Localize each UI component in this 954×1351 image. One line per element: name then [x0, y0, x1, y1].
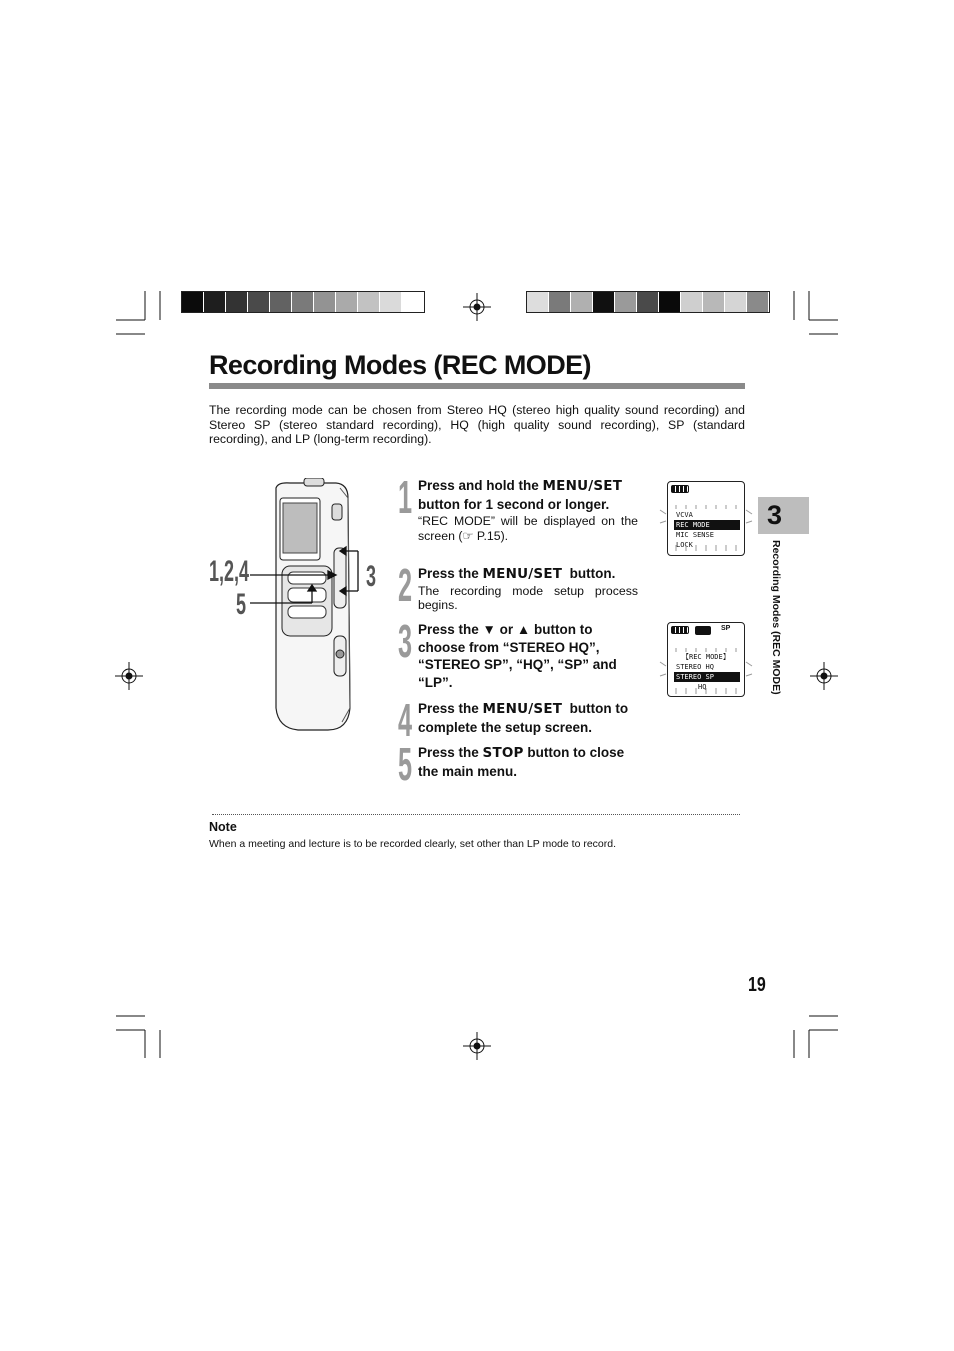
- color-swatch: [681, 292, 703, 312]
- stereo-icon: [695, 626, 711, 635]
- registration-mark-bottom: [462, 1031, 492, 1061]
- step-4-instruction: Press the MENU/SET button to complete the setup screen.: [418, 701, 632, 735]
- color-bar-right: [526, 291, 770, 313]
- color-swatch: [226, 292, 248, 312]
- registration-mark-right: [809, 661, 839, 691]
- lcd-mode-indicator: SP: [721, 625, 731, 632]
- color-swatch: [615, 292, 637, 312]
- lcd-line-lock: LOCK: [676, 541, 693, 549]
- callout-label-left-bottom: 5: [236, 588, 247, 621]
- callout-label-left-top: 1,2,4: [209, 555, 250, 588]
- chapter-number: 3: [767, 500, 783, 530]
- battery-icon: [671, 626, 689, 634]
- step-number-3: 3: [398, 615, 413, 667]
- lcd-line-stereo-hq: STEREO HQ: [676, 663, 714, 671]
- note-separator: [212, 814, 740, 815]
- color-swatch: [549, 292, 571, 312]
- registration-mark-top: [462, 292, 492, 322]
- lcd1-segment-ticks: [656, 505, 756, 555]
- page-number: 19: [748, 974, 766, 996]
- chapter-tab: [758, 497, 809, 534]
- step-2: [418, 565, 638, 613]
- color-bar-left: [181, 291, 425, 313]
- side-running-head: Recording Modes (REC MODE): [770, 540, 782, 695]
- color-swatch: [593, 292, 615, 312]
- lcd-line-header: 【REC MODE】: [682, 653, 730, 661]
- color-swatch: [336, 292, 358, 312]
- color-swatch: [725, 292, 747, 312]
- color-swatch: [703, 292, 725, 312]
- step-1-detail: “REC MODE” will be displayed on the screen (☞ P.15).: [418, 514, 638, 543]
- step-2-detail: The recording mode setup process begins.: [418, 583, 638, 612]
- color-swatch: [358, 292, 380, 312]
- color-swatch: [380, 292, 402, 312]
- stop-button-name: STOP: [482, 745, 524, 761]
- menu-set-button-name: MENU/SET: [482, 701, 563, 717]
- step-1: [418, 477, 638, 543]
- lcd2-segment-ticks: [656, 648, 756, 698]
- lcd-line-mic-sense: MIC SENSE: [676, 531, 714, 539]
- menu-set-button-name: MENU/SET: [542, 478, 623, 494]
- color-swatch: [314, 292, 336, 312]
- step-3-instruction: Press the ▼ or ▲ button to choose from “STEREO HQ”, “STEREO SP”, “HQ”, “SP” and “LP”.: [418, 622, 617, 690]
- step-1-instruction: Press and hold the MENU/SET button for 1 second or longer.: [418, 478, 623, 512]
- color-swatch: [659, 292, 681, 312]
- step-number-2: 2: [398, 559, 413, 611]
- intro-paragraph: The recording mode can be chosen from Stereo HQ (stereo high quality sound recording) and Stereo SP (stereo standard recording), HQ (high quality sound recording), SP (standard recording), and LP (long-term recording).: [209, 403, 745, 447]
- lcd-line-rec-mode: REC MODE: [674, 520, 740, 530]
- note-heading: Note: [209, 820, 237, 834]
- color-swatch: [637, 292, 659, 312]
- step-number-1: 1: [398, 471, 413, 523]
- registration-mark-left: [114, 661, 144, 691]
- color-swatch: [248, 292, 270, 312]
- color-swatch: [571, 292, 593, 312]
- lcd-line-vcva: VCVA: [676, 511, 693, 519]
- step-2-instruction: Press the MENU/SET button.: [418, 566, 616, 582]
- color-swatch: [527, 292, 549, 312]
- note-text: When a meeting and lecture is to be recorded clearly, set other than LP mode to record.: [209, 838, 617, 850]
- menu-set-button-name: MENU/SET: [482, 566, 563, 582]
- color-swatch: [402, 292, 424, 312]
- page-title: Recording Modes (REC MODE): [209, 350, 591, 380]
- color-swatch: [204, 292, 226, 312]
- color-swatch: [292, 292, 314, 312]
- color-swatch: [270, 292, 292, 312]
- color-swatch: [182, 292, 204, 312]
- step-number-5: 5: [398, 738, 413, 790]
- step-5-instruction: Press the STOP button to close the main menu.: [418, 745, 625, 779]
- color-swatch: [747, 292, 769, 312]
- lcd-line-stereo-sp: STEREO SP: [674, 672, 740, 682]
- lcd-line-hq: HQ: [698, 683, 707, 691]
- callout-lines: [250, 545, 370, 615]
- callout-label-right: 3: [366, 560, 377, 593]
- step-number-4: 4: [398, 694, 413, 746]
- battery-icon: [671, 485, 689, 493]
- title-underline: [209, 383, 745, 389]
